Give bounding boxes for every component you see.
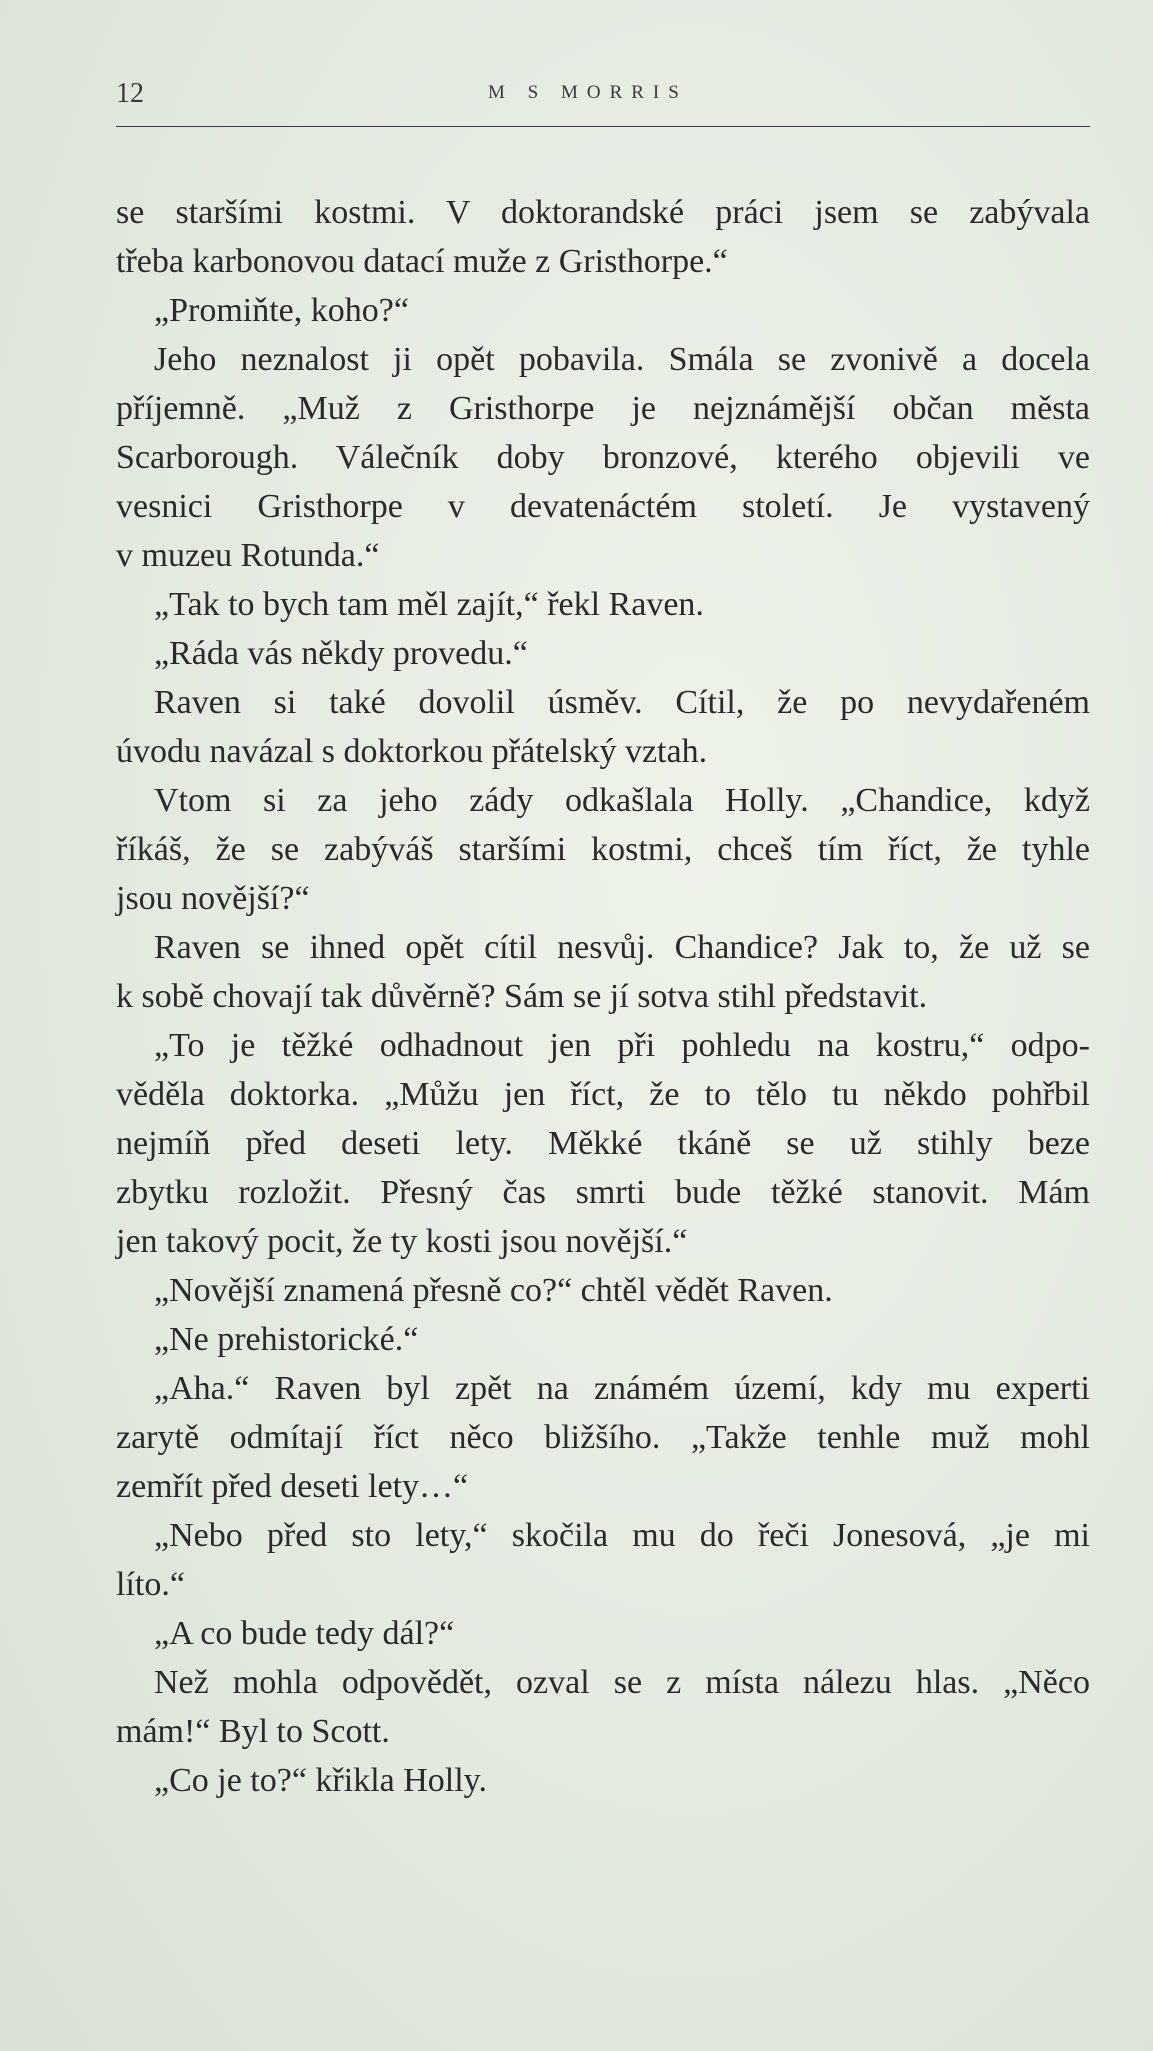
text-line: „Novější znamená přesně co?“ chtěl vědět Raven. bbox=[154, 1272, 833, 1309]
text-line: říkáš, že se zabýváš staršími kostmi, chceš tím říct, že tyhle bbox=[116, 831, 1090, 868]
text-line: Raven si také dovolil úsměv. Cítil, že po nevydařeném bbox=[154, 684, 1090, 721]
text-line: třeba karbonovou datací muže z Gristhorpe.“ bbox=[116, 243, 728, 280]
text-line: Vtom si za jeho zády odkašlala Holly. „Chandice, když bbox=[154, 782, 1090, 819]
text-line: „Tak to bych tam měl zajít,“ řekl Raven. bbox=[154, 586, 704, 623]
text-line: věděla doktorka. „Můžu jen říct, že to tělo tu někdo pohřbil bbox=[116, 1076, 1090, 1113]
text-line: příjemně. „Muž z Gristhorpe je nejznámější občan města bbox=[116, 390, 1090, 427]
page-header bbox=[116, 74, 1090, 127]
text-line: Než mohla odpovědět, ozval se z místa nálezu hlas. „Něco bbox=[154, 1664, 1090, 1701]
text-line: zbytku rozložit. Přesný čas smrti bude těžké stanovit. Mám bbox=[116, 1174, 1090, 1211]
text-line: „To je těžké odhadnout jen při pohledu na kostru,“ odpo- bbox=[154, 1027, 1090, 1064]
running-head-author: M S MORRIS bbox=[488, 82, 688, 103]
body-text bbox=[116, 188, 1090, 1805]
text-line: Raven se ihned opět cítil nesvůj. Chandice? Jak to, že už se bbox=[154, 929, 1090, 966]
text-line: „Co je to?“ křikla Holly. bbox=[154, 1762, 487, 1799]
text-line: Jeho neznalost ji opět pobavila. Smála se zvonivě a docela bbox=[154, 341, 1090, 378]
text-line: zemřít před deseti lety…“ bbox=[116, 1468, 469, 1505]
text-line: „Nebo před sto lety,“ skočila mu do řeči Jonesová, „je mi bbox=[154, 1517, 1090, 1554]
text-line: se staršími kostmi. V doktorandské práci jsem se zabývala bbox=[116, 194, 1090, 231]
text-line: úvodu navázal s doktorkou přátelský vztah. bbox=[116, 733, 708, 770]
text-line: „A co bude tedy dál?“ bbox=[154, 1615, 455, 1652]
text-line: jsou novější?“ bbox=[116, 880, 310, 917]
text-line: „Ráda vás někdy provedu.“ bbox=[154, 635, 528, 672]
text-line: zarytě odmítají říct něco bližšího. „Takže tenhle muž mohl bbox=[116, 1419, 1090, 1456]
text-line: jen takový pocit, že ty kosti jsou novější.“ bbox=[116, 1223, 688, 1260]
text-line: líto.“ bbox=[116, 1566, 185, 1603]
text-line: k sobě chovají tak důvěrně? Sám se jí sotva stihl představit. bbox=[116, 978, 928, 1015]
text-line: v muzeu Rotunda.“ bbox=[116, 537, 380, 574]
text-line: „Ne prehistorické.“ bbox=[154, 1321, 419, 1358]
text-line: nejmíň před deseti lety. Měkké tkáně se už stihly beze bbox=[116, 1125, 1090, 1162]
text-line: mám!“ Byl to Scott. bbox=[116, 1713, 390, 1750]
text-line: „Promiňte, koho?“ bbox=[154, 292, 409, 329]
text-line: „Aha.“ Raven byl zpět na známém území, kdy mu experti bbox=[154, 1370, 1090, 1407]
text-line: Scarborough. Válečník doby bronzové, kterého objevili ve bbox=[116, 439, 1090, 476]
page-number: 12 bbox=[116, 78, 144, 109]
text-line: vesnici Gristhorpe v devatenáctém století. Je vystavený bbox=[116, 488, 1090, 525]
